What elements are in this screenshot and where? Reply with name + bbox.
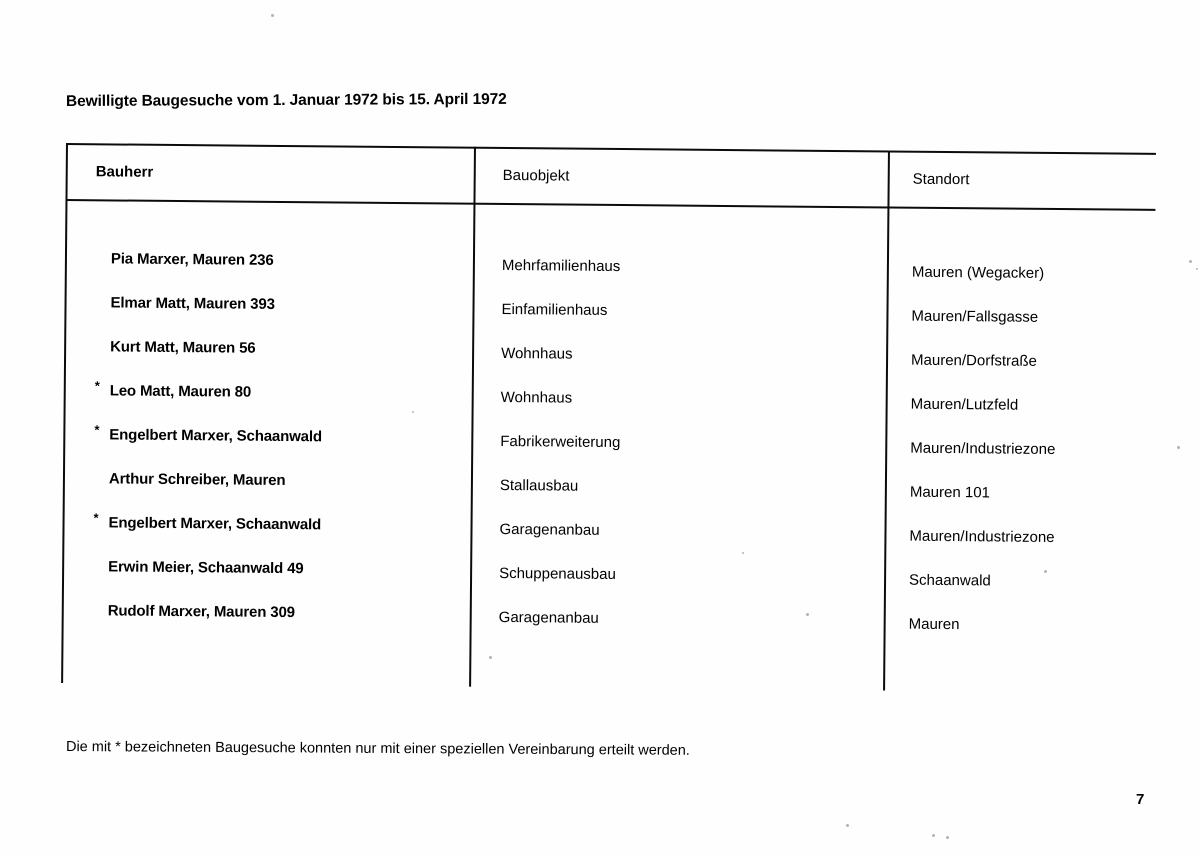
- cell-bauherr: Elmar Matt, Mauren 393: [110, 294, 275, 313]
- column-header-bauherr: Bauherr: [95, 163, 154, 181]
- table-row: [61, 603, 1151, 657]
- page-title: Bewilligte Baugesuche vom 1. Januar 1972 bis 15. April 1972: [65, 90, 507, 110]
- cell-bauobjekt: Schuppenausbau: [499, 564, 616, 584]
- cell-standort: Mauren (Wegacker): [911, 263, 1045, 282]
- cell-bauherr: Leo Matt, Mauren 80: [109, 382, 252, 401]
- building-permits-table: [61, 143, 1156, 698]
- page-number: 7: [1136, 791, 1145, 808]
- cell-bauherr: Rudolf Marxer, Mauren 309: [107, 602, 295, 622]
- cell-bauobjekt: Fabrikerweiterung: [500, 432, 621, 452]
- cell-standort: Mauren: [908, 615, 960, 634]
- scan-speckle: [742, 552, 744, 554]
- cell-standort: Mauren/Lutzfeld: [910, 395, 1019, 414]
- cell-bauherr: Kurt Matt, Mauren 56: [110, 338, 256, 357]
- cell-bauherr: Pia Marxer, Mauren 236: [110, 250, 274, 269]
- cell-bauherr: Erwin Meier, Schaanwald 49: [108, 558, 304, 578]
- scan-speckle: [932, 834, 935, 837]
- cell-standort: Mauren 101: [909, 483, 991, 502]
- cell-standort: Mauren/Fallsgasse: [911, 307, 1039, 326]
- cell-bauobjekt: Garagenanbau: [498, 608, 599, 627]
- scan-speckle: [412, 411, 414, 413]
- column-header-standort: Standort: [912, 170, 970, 189]
- cell-standort: Mauren/Dorfstraße: [910, 351, 1038, 370]
- scan-speckle: [1196, 268, 1198, 270]
- footnote-text: Die mit * bezeichneten Baugesuche konnten nur mit einer speziellen Vereinbarung erteilt werden.: [65, 739, 690, 759]
- scan-speckle: [1044, 570, 1047, 573]
- cell-standort: Mauren/Industriezone: [910, 439, 1056, 458]
- special-agreement-marker: *: [93, 510, 99, 526]
- column-header-bauobjekt: Bauobjekt: [502, 166, 570, 185]
- special-agreement-marker: *: [94, 422, 100, 438]
- cell-bauherr: Arthur Schreiber, Mauren: [108, 470, 286, 490]
- cell-bauobjekt: Mehrfamilienhaus: [501, 256, 621, 276]
- cell-bauobjekt: Stallausbau: [499, 476, 579, 495]
- table-top-border: [66, 143, 1156, 155]
- cell-standort: Mauren/Industriezone: [909, 527, 1055, 546]
- scan-speckle: [1177, 446, 1180, 449]
- scan-speckle: [489, 656, 492, 659]
- cell-bauobjekt: Wohnhaus: [500, 388, 573, 407]
- special-agreement-marker: *: [94, 378, 100, 394]
- cell-bauherr: Engelbert Marxer, Schaanwald: [108, 514, 322, 534]
- cell-bauherr: Engelbert Marxer, Schaanwald: [109, 426, 322, 446]
- scan-speckle: [271, 14, 274, 17]
- cell-bauobjekt: Garagenanbau: [499, 520, 600, 539]
- scan-speckle: [806, 613, 809, 616]
- scan-speckle: [1189, 260, 1192, 263]
- scan-speckle: [946, 836, 949, 839]
- cell-standort: Schaanwald: [908, 571, 991, 590]
- cell-bauobjekt: Wohnhaus: [501, 344, 573, 363]
- cell-bauobjekt: Einfamilienhaus: [501, 300, 608, 319]
- scan-speckle: [846, 824, 849, 827]
- table-header-border: [65, 199, 1155, 211]
